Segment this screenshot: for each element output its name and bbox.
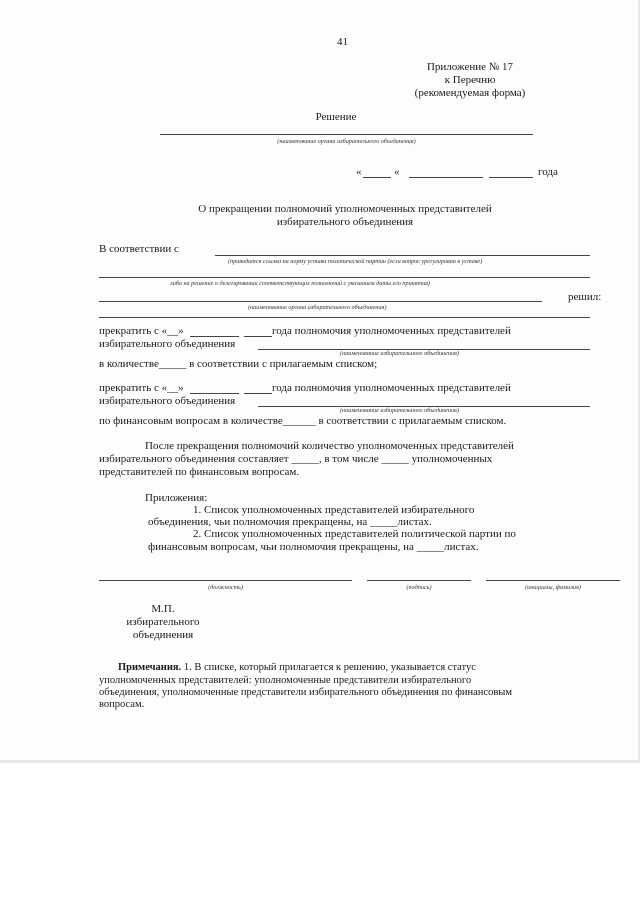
stamp-line-2: избирательного [126, 616, 200, 628]
notes-line-1: 1. В списке, который прилагается к решению, указывается статус [183, 662, 476, 673]
block2-year-blank [244, 393, 272, 394]
notes-label: Примечания. [118, 662, 182, 673]
position-line [99, 580, 352, 581]
block1-text: года полномочия уполномоченных представителей [272, 325, 511, 337]
notes-line-4: вопросам. [99, 699, 145, 710]
appendix-line-3: (рекомендуемая форма) [414, 87, 526, 99]
stamp-line-3: объединения [132, 629, 194, 641]
block1-year-blank [244, 336, 272, 337]
subject-line-1: О прекращении полномочий уполномоченных представителей [198, 203, 492, 215]
org-name-line [160, 134, 533, 135]
accordance-line-4 [99, 317, 590, 318]
signature-line [367, 580, 471, 581]
attachments-title: Приложения: [145, 492, 208, 504]
block1-count: в количестве_____ в соответствии с прилагаемым списком; [99, 358, 378, 370]
block1-caption: (наименование избирательного объединения) [340, 350, 459, 357]
block1-org-label: избирательного объединения [99, 338, 236, 350]
appendix-line-2: к Перечню [444, 74, 496, 86]
signature-caption: (подпись) [406, 584, 432, 591]
accordance-line-3 [99, 301, 542, 302]
attachment-1-line-2: объединения, чьи полномочия прекращены, на _____листах. [148, 516, 432, 528]
attachment-2-line-1: 2. Список уполномоченных представителей политической партии по [193, 528, 516, 540]
attachment-2-line-2: финансовым вопросам, чьи полномочия прекращены, на _____листах. [148, 541, 479, 553]
date-year-blank [489, 177, 533, 178]
date-year-word: года [538, 166, 558, 178]
attachment-1-line-1: 1. Список уполномоченных представителей избирательного [193, 504, 475, 516]
after-line-1: После прекращения полномочий количество уполномоченных представителей [145, 440, 514, 452]
decided-word: решил: [568, 291, 602, 303]
org-name-caption: (наименование органа избирательного объединения) [277, 138, 416, 145]
initials-line [486, 580, 620, 581]
page-number: 41 [337, 36, 348, 48]
position-caption: (должность) [208, 584, 243, 591]
block1-start: прекратить с «__» [99, 325, 184, 337]
accordance-line-2 [99, 277, 590, 278]
notes-first-line [118, 661, 476, 674]
org-caption-2: (наименование органа избирательного объединения) [248, 304, 387, 311]
initials-caption: (инициалы, фамилия) [525, 584, 581, 591]
date-day-blank [363, 177, 391, 178]
date-quote-open: « [356, 166, 362, 178]
block2-text: года полномочия уполномоченных представителей [272, 382, 511, 394]
charter-caption: (приводится ссылка на норму устава политической партии (если вопрос урегулирован в уставе) [228, 258, 483, 265]
date-quote-close: « [394, 166, 400, 178]
date-month-blank [409, 177, 483, 178]
block2-caption: (наименование избирательного объединения) [340, 407, 459, 414]
block2-start: прекратить с «__» [99, 382, 184, 394]
notes-line-3: объединения, уполномоченные представители избирательного объединения по финансовым [99, 687, 512, 698]
block1-month-blank [190, 336, 239, 337]
page-bottom-edge [0, 760, 640, 763]
subject-line-2: избирательного объединения [276, 216, 414, 228]
stamp-line-1: М.П. [151, 603, 175, 615]
after-line-2: избирательного объединения составляет _____, в том числе _____ уполномоченных [99, 453, 493, 465]
accordance-line-1 [215, 255, 590, 256]
block2-count: по финансовым вопросам в количестве______ в соответствии с прилагаемым списком. [99, 415, 507, 427]
block2-org-label: избирательного объединения [99, 395, 236, 407]
delegation-caption: либо на решение о делегировании соответствующих полномочий с указанием даты его принятия) [170, 280, 431, 287]
block2-month-blank [190, 393, 239, 394]
appendix-line-1: Приложение № 17 [426, 61, 514, 73]
accordance-label: В соответствии с [99, 243, 179, 255]
after-line-3: представителей по финансовым вопросам. [99, 466, 300, 478]
notes-line-2: уполномоченных представителей: уполномоченные представители избирательного [99, 675, 472, 686]
decision-title: Решение [315, 111, 357, 123]
